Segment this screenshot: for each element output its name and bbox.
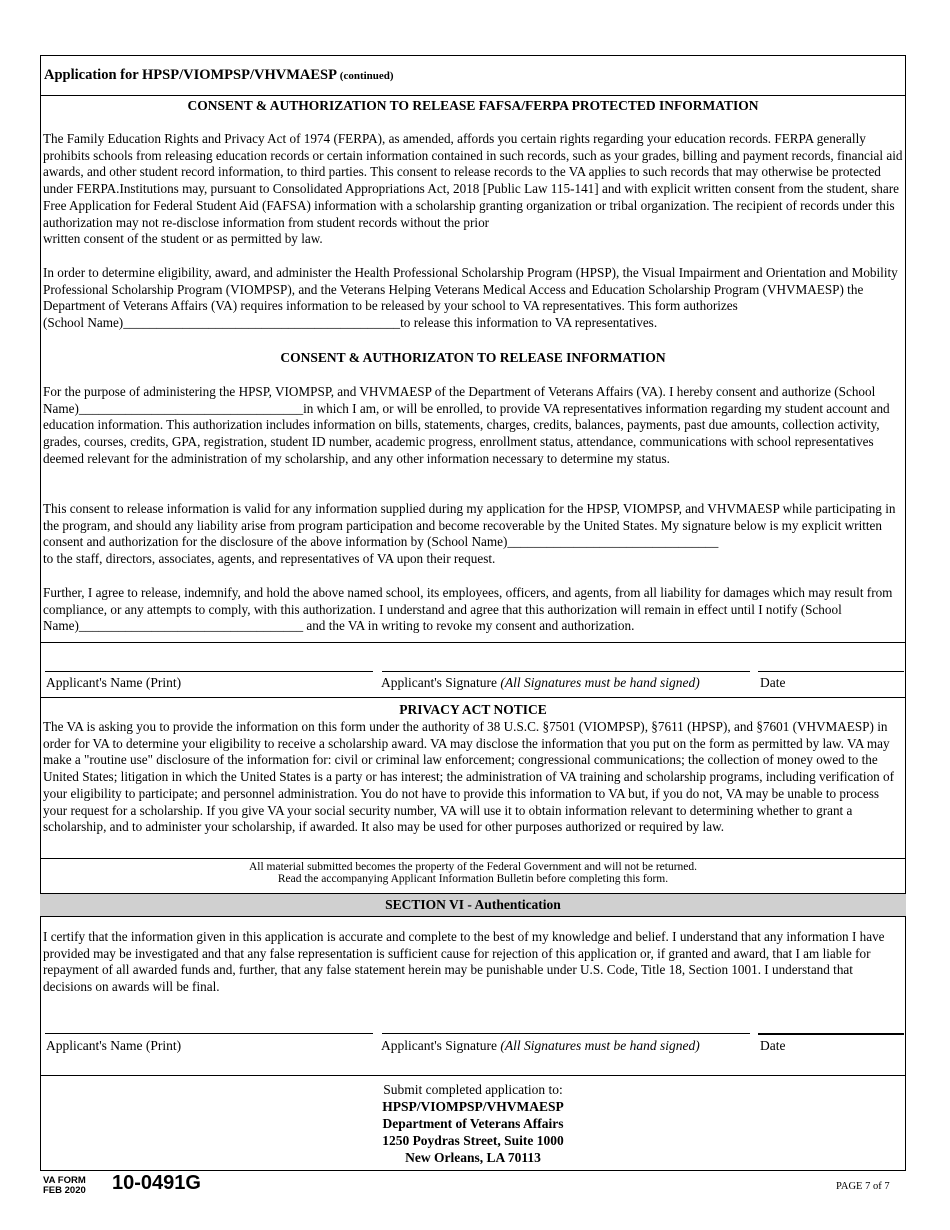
release-heading: CONSENT & AUTHORIZATON TO RELEASE INFORMATION <box>280 350 666 365</box>
section-6-text: I certify that the information given in this application is accurate and complete to the best of my knowledge and belief. I understand that any information I have provided may be investigated and that any false representation is sufficient cause for rejection of this application or, if granted and award, that I am liable for repayment of all awarded funds and, further, that any false statement herein may be punishable under U.S. Code, Title 18, Section 1001. I understand that decisions on awards will be final. <box>43 929 885 995</box>
signature-note: (All Signatures must be hand signed) <box>500 1038 700 1053</box>
applicant-signature-label <box>381 1038 700 1054</box>
form-date: FEB 2020 <box>43 1184 86 1196</box>
divider <box>40 1075 906 1076</box>
signature-note: (All Signatures must be hand signed) <box>500 675 700 690</box>
date-label: Date <box>760 675 786 690</box>
name-line[interactable] <box>45 1033 373 1034</box>
date-line[interactable] <box>758 671 904 672</box>
form-title <box>44 67 394 84</box>
notice-line-1: All material submitted becomes the property of the Federal Government and will not be returned. <box>248 861 698 873</box>
section-6-heading: SECTION VI - Authentication <box>385 897 561 912</box>
form-title-continued: (continued) <box>339 70 394 82</box>
privacy-text: The VA is asking you to provide the information on this form under the authority of 38 U.S.C. §7501 (VIOMPSP), §7611 (HPSP), and §7601 (VHVMAESP) in order for VA to determine your eligibility to receive a scholarship award. VA may disclose the information that you put on the form as permitted by law. VA may make a "routine use" disclosure of the information for: civil or criminal law enforcement; congressional communications; the collection of money owed to the United States; litigation in which the United States is a party or has interest; the administration of VA training and scholarship programs, including verification of your eligibility to participate; and personnel administration. You do not have to provide this information to VA but, if you do not, VA may be unable to process your request for a scholarship. If you give VA your social security number, VA will use it to obtain information relevant to determining whether to grant a scholarship, and to administer your scholarship, if awarded. It also may be used for other purposes authorized or required by law. <box>43 719 895 835</box>
privacy-heading: PRIVACY ACT NOTICE <box>399 702 547 717</box>
release-paragraph-2 <box>43 501 905 568</box>
release-paragraph-3: Further, I agree to release, indemnify, and hold the above named school, its employees, officers, and agents, from all liability for damages which may result from compliance, or any attempts to comply, with this authorization. I understand and agree that this authorization will remain in effect until I notify (School Name)__________________________________ and the VA in writing to revoke my consent and authorization. <box>43 585 893 634</box>
ferpa-paragraph-1-text: The Family Education Rights and Privacy Act of 1974 (FERPA), as amended, affords you certain rights regarding your education records. FERPA generally prohibits schools from releasing education records or certain information contained in such records, such as your grades, billing and payment records, financial aid awards, and other student record information, to third parties. This consent to release records to the VA applies to such records that may otherwise be protected under FERPA.Institutions may, pursuant to Consolidated Appropriations Act, 2018 [Public Law 115-141] and with explicit written consent from the student, share Free Application for Federal Student Aid (FAFSA) information with a scholarship granting organization or tribal organization. The recipient of records under this authorization may not re-disclose information from student records without the prior <box>43 131 903 230</box>
submit-line-1: HPSP/VIOMPSP/VHVMAESP <box>382 1099 564 1114</box>
ferpa-paragraph-2-end: (School Name)__________________________________________to release this information to VA representatives. <box>43 315 658 331</box>
signature-line[interactable] <box>382 671 750 672</box>
applicant-name-label: Applicant's Name (Print) <box>46 675 182 690</box>
section-6-bar <box>40 893 906 917</box>
divider <box>40 95 906 96</box>
divider <box>40 642 906 643</box>
submit-line-2: Department of Veterans Affairs <box>382 1116 564 1131</box>
ferpa-paragraph-2-text: In order to determine eligibility, award, and administer the Health Professional Scholarship Program (HPSP), the Visual Impairment and Orientation and Mobility Professional Scholarship Program (VIOMPSP), and the Veterans Helping Veterans Medical Access and Education Scholarship Program (VHVMAESP) the Department of Veterans Affairs (VA) requires information to be released by your school to VA representatives. This form authorizes <box>43 265 898 314</box>
submit-intro: Submit completed application to: <box>383 1082 563 1097</box>
release-paragraph-1: For the purpose of administering the HPSP, VIOMPSP, and VHVMAESP of the Department of Veterans Affairs (VA). I hereby consent and authorize (School Name)__________________________________in which I am, or will be enrolled, to provide VA representatives information regarding my student account and education information. This authorization includes information on bills, statements, charges, credits, balances, payments, past due amounts, collection activity, grades, courses, credits, GPA, registration, student ID number, academic progress, enrollment status, attendance, communications with school representatives deemed relevant for the administration of my scholarship, and any other information necessary to determine my status. <box>43 384 890 466</box>
ferpa-paragraph-2 <box>43 265 905 332</box>
form-number: 10-0491G <box>112 1172 201 1194</box>
va-form-text: VA FORM <box>43 1175 86 1186</box>
divider <box>40 697 906 698</box>
signature-label-text: Applicant's Signature <box>381 1038 498 1053</box>
notice <box>40 861 906 885</box>
form-title-text: Application for HPSP/VIOMPSP/VHVMAESP <box>44 67 337 83</box>
release-paragraph-2-end: to the staff, directors, associates, agents, and representatives of VA upon their request. <box>43 551 496 567</box>
ferpa-paragraph-1-end: written consent of the student or as permitted by law. <box>43 231 323 247</box>
submit-line-3: 1250 Poydras Street, Suite 1000 <box>382 1133 564 1148</box>
notice-line-2: Read the accompanying Applicant Information Bulletin before completing this form. <box>277 873 669 885</box>
ferpa-heading: CONSENT & AUTHORIZATION TO RELEASE FAFSA/FERPA PROTECTED INFORMATION <box>187 98 759 113</box>
va-form-label <box>43 1176 86 1195</box>
release-paragraph-2-text: This consent to release information is valid for any information supplied during my application for the HPSP, VIOMPSP, and VHVMAESP while participating in the program, and should any liability arise from program participation and become recoverable by the United States. My signature below is my explicit written consent and authorization for the disclosure of the above information by (School Name)________________________________ <box>43 501 896 550</box>
signature-label-text: Applicant's Signature <box>381 675 498 690</box>
name-line[interactable] <box>45 671 373 672</box>
applicant-signature-label <box>381 675 700 691</box>
ferpa-paragraph-1 <box>43 131 905 248</box>
divider <box>40 858 906 859</box>
submit-address <box>40 1081 906 1166</box>
signature-line[interactable] <box>382 1033 750 1034</box>
page-number: PAGE 7 of 7 <box>836 1181 890 1192</box>
applicant-name-label: Applicant's Name (Print) <box>46 1038 182 1053</box>
submit-line-4: New Orleans, LA 70113 <box>405 1150 541 1165</box>
date-line[interactable] <box>758 1033 904 1035</box>
date-label: Date <box>760 1038 786 1053</box>
